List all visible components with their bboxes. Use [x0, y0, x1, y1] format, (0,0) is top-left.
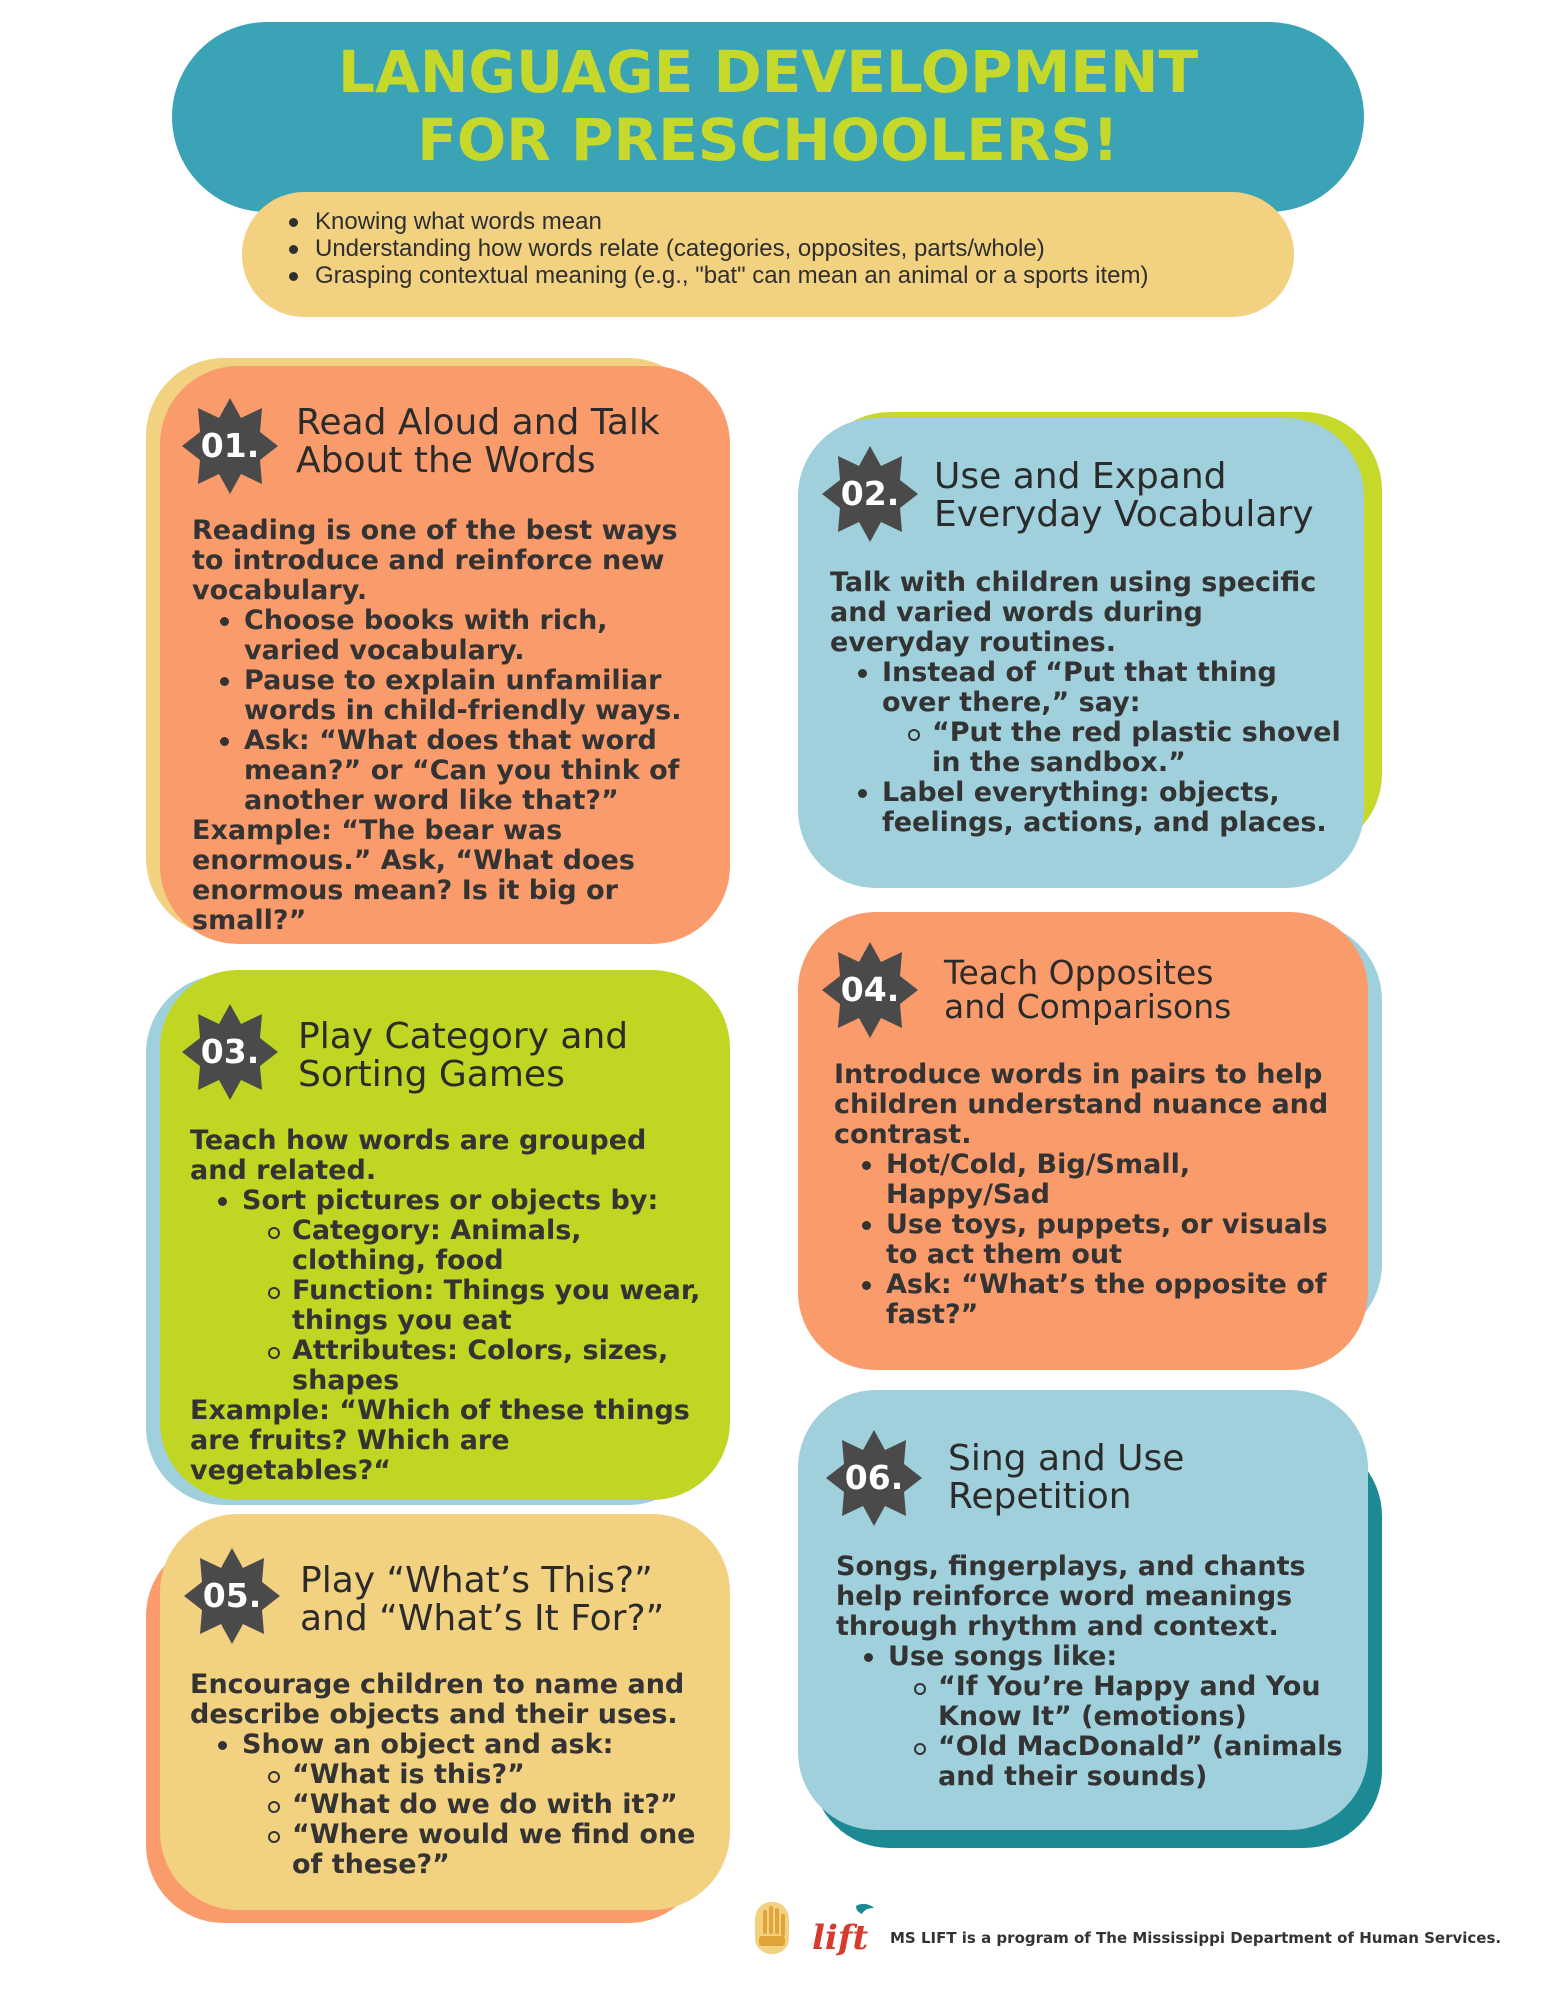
card-title-line: Teach Opposites: [944, 953, 1214, 992]
footer-text: MS LIFT is a program of The Mississippi Department of Human Services.: [890, 1929, 1502, 1947]
card-number: 03.: [200, 1032, 260, 1071]
card-title-line: Repetition: [948, 1476, 1132, 1517]
card-title-line: and Comparisons: [944, 987, 1232, 1026]
card-title-line: Play “What’s This?”: [300, 1560, 653, 1601]
bullet-list: [836, 1642, 1356, 1792]
card-body: [836, 1552, 1356, 1792]
card-title-line: Everyday Vocabulary: [934, 494, 1314, 535]
card-title-line: Play Category and: [298, 1016, 629, 1057]
list-item: [858, 658, 1348, 778]
list-item-text: Show an object and ask:: [242, 1729, 614, 1760]
card-body: [830, 568, 1348, 838]
list-item-text: Sort pictures or objects by:: [242, 1185, 659, 1216]
sub-list-item: Function: Things you wear, things you eat: [268, 1276, 710, 1336]
card-title: [934, 458, 1314, 534]
card-02: [798, 418, 1364, 888]
card-lead: Reading is one of the best ways to introduce and reinforce new vocabulary.: [192, 515, 678, 606]
sub-list-item: “If You’re Happy and You Know It” (emotions): [914, 1672, 1356, 1732]
card-title-line: Sing and Use: [948, 1438, 1185, 1479]
title-line-2: FOR PRESCHOOLERS!: [417, 106, 1119, 174]
card-body: [190, 1670, 710, 1880]
list-item-text: Use songs like:: [888, 1641, 1118, 1672]
list-item: Choose books with rich, varied vocabulary.: [220, 606, 702, 666]
sub-list: [888, 1672, 1356, 1792]
bullet-list: [830, 658, 1348, 838]
card-number: 01.: [200, 426, 260, 465]
card-01: [160, 366, 730, 944]
card-lead: Encourage children to name and describe objects and their uses.: [190, 1669, 685, 1730]
card-lead: Teach how words are grouped and related.: [190, 1125, 647, 1186]
card-03: [160, 970, 730, 1500]
badge-06: [824, 1428, 924, 1528]
list-item: Ask: “What does that word mean?” or “Can you think of another word like that?”: [220, 726, 702, 816]
card-number: 05.: [202, 1576, 262, 1615]
card-example: Example: “The bear was enormous.” Ask, “What does enormous mean? Is it big or small?”: [192, 815, 635, 936]
intro-item: Grasping contextual meaning (e.g., "bat" can mean an animal or a sports item): [285, 262, 1285, 289]
card-body: [190, 1126, 710, 1486]
card-05: [160, 1514, 730, 1910]
card-title: [300, 1562, 664, 1638]
card-lead: Introduce words in pairs to help children understand nuance and contrast.: [834, 1059, 1329, 1150]
card-body: [834, 1060, 1344, 1330]
card-title: [296, 404, 660, 480]
card-number: 06.: [844, 1458, 904, 1497]
card-title-line: and “What’s It For?”: [300, 1598, 665, 1639]
sub-list-item: “What do we do with it?”: [268, 1790, 710, 1820]
bullet-list: [190, 1186, 710, 1396]
list-item: [218, 1186, 710, 1396]
bullet-list: [190, 1730, 710, 1880]
card-lead: Songs, fingerplays, and chants help reinforce word meanings through rhythm and context.: [836, 1551, 1306, 1642]
lift-wordmark: lift: [812, 1918, 869, 1958]
title-line-1: LANGUAGE DEVELOPMENT: [337, 38, 1199, 106]
card-example: Example: “Which of these things are fruits? Which are vegetables?“: [190, 1395, 690, 1486]
list-item: [218, 1730, 710, 1880]
badge-02: [820, 444, 920, 544]
sub-list-item: “Old MacDonald” (animals and their sounds): [914, 1732, 1356, 1792]
list-item: Use toys, puppets, or visuals to act them out: [862, 1210, 1344, 1270]
card-body: [192, 516, 702, 936]
sub-list: [242, 1760, 710, 1880]
list-item: Label everything: objects, feelings, actions, and places.: [858, 778, 1348, 838]
sub-list-item: “Where would we find one of these?”: [268, 1820, 710, 1880]
card-lead: Talk with children using specific and varied words during everyday routines.: [830, 567, 1317, 658]
page-title: [172, 38, 1364, 174]
card-title: [944, 953, 1232, 1026]
card-title: [298, 1018, 628, 1094]
intro-list: [285, 208, 1285, 289]
list-item: Hot/Cold, Big/Small, Happy/Sad: [862, 1150, 1344, 1210]
card-title-line: About the Words: [296, 440, 596, 481]
badge-03: [180, 1002, 280, 1102]
badge-04: [820, 940, 920, 1040]
card-04: [798, 912, 1368, 1370]
sub-list-item: Category: Animals, clothing, food: [268, 1216, 710, 1276]
card-06: [798, 1390, 1368, 1830]
list-item-text: Instead of “Put that thing over there,” say:: [882, 657, 1277, 718]
sub-list-item: Attributes: Colors, sizes, shapes: [268, 1336, 710, 1396]
card-title-line: Sorting Games: [298, 1054, 565, 1095]
card-title: [948, 1440, 1184, 1516]
card-number: 02.: [840, 474, 900, 513]
sub-list: [242, 1216, 710, 1396]
sub-list-item: “What is this?”: [268, 1760, 710, 1790]
badge-05: [182, 1546, 282, 1646]
bullet-list: [834, 1150, 1344, 1330]
card-number: 04.: [840, 970, 900, 1009]
list-item: [864, 1642, 1356, 1792]
childrens-foundation-logo-icon: [747, 1898, 797, 1958]
intro-item: Understanding how words relate (categories, opposites, parts/whole): [285, 235, 1285, 262]
intro-item: Knowing what words mean: [285, 208, 1285, 235]
sub-list: [882, 718, 1348, 778]
bullet-list: [192, 606, 702, 816]
sub-list-item: “Put the red plastic shovel in the sandbox.”: [908, 718, 1348, 778]
list-item: Ask: “What’s the opposite of fast?”: [862, 1270, 1344, 1330]
badge-01: [180, 396, 280, 496]
card-title-line: Use and Expand: [934, 456, 1227, 497]
list-item: Pause to explain unfamiliar words in child-friendly ways.: [220, 666, 702, 726]
card-title-line: Read Aloud and Talk: [296, 402, 660, 443]
